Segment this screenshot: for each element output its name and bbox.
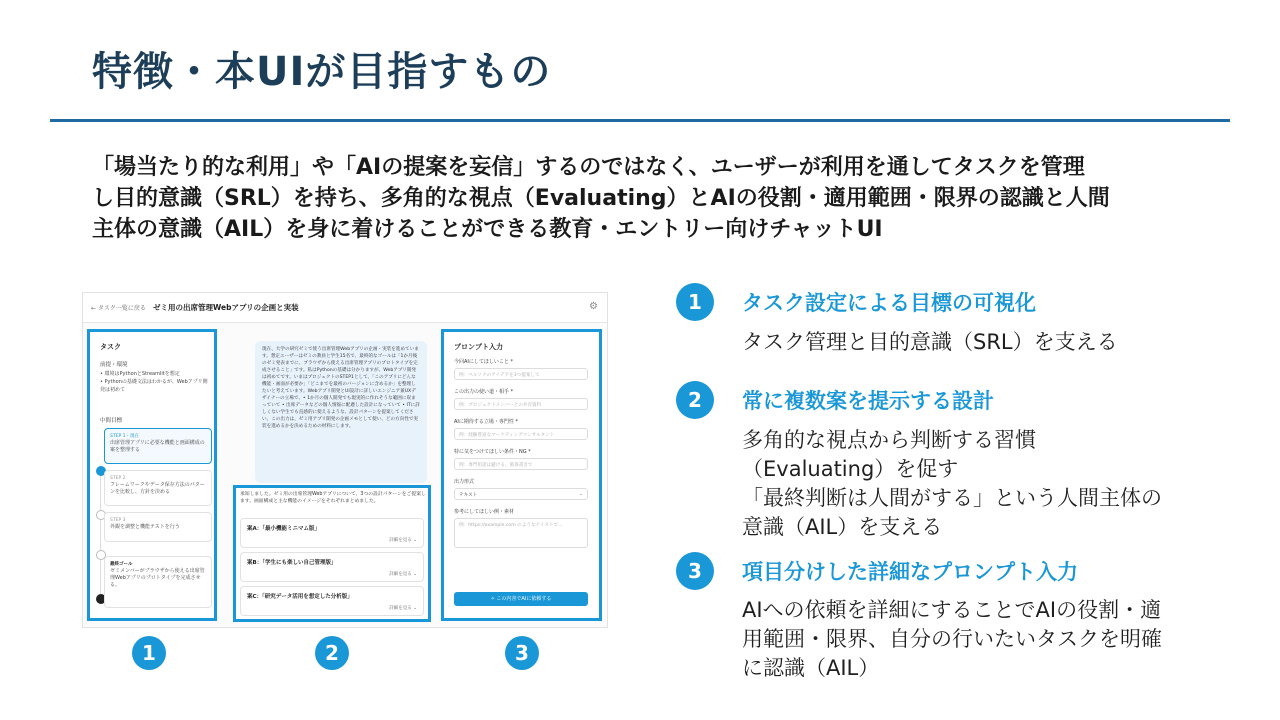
prompt-input-panel xyxy=(441,329,602,621)
prereq-item: • Pythonの基礎文法はわかるが、Webアプリ開発は初めて xyxy=(100,379,208,393)
ui-screenshot xyxy=(82,292,608,628)
feature-desc-2 xyxy=(742,426,1232,542)
constraints-input[interactable]: 例：専門用語は避ける、箇条書きで xyxy=(454,458,588,470)
chevron-down-icon: ⌄ xyxy=(579,492,583,497)
feature-desc-3 xyxy=(742,596,1232,683)
usage-input[interactable]: 例：プロジェクトメンバーとの共有資料 xyxy=(454,398,588,410)
title-divider xyxy=(50,119,1230,122)
step-tag: STEP 3 xyxy=(110,518,126,523)
reference-textarea[interactable]: 例：https://example.com のようなテイストで... xyxy=(454,518,588,548)
plan-title: 案A：「最小機能ミニマム版」 xyxy=(247,526,321,532)
plan-card-c[interactable] xyxy=(240,586,424,616)
step-card-3[interactable] xyxy=(104,512,212,542)
step-text: ゼミメンバーがブラウザから使える出席管理Webアプリのプロトタイプを完成させる。 xyxy=(110,568,205,588)
step-tag: STEP 1・現在 xyxy=(110,434,139,439)
plan-detail-toggle[interactable]: 詳細を見る ⌄ xyxy=(389,572,417,577)
step-card-2[interactable] xyxy=(104,470,212,506)
feature-desc-line: に認識（AIL） xyxy=(742,656,880,680)
lead-line: 主体の意識（AIL）を身に着けることができる教育・エントリー向けチャットUI xyxy=(92,217,883,242)
step-tag: 最終ゴール xyxy=(110,562,133,567)
feature-desc-line: AIへの依頼を詳細にすることでAIの役割・適 xyxy=(742,598,1162,622)
step-tag: STEP 2 xyxy=(110,476,126,481)
ai-reply-panel xyxy=(233,485,431,622)
field-label: この出力の使い道・相手 * xyxy=(454,389,514,395)
feature-desc-line: 意識（AIL）を支える xyxy=(742,515,943,539)
step-card-1[interactable] xyxy=(104,428,212,464)
prereq-item: • 環境はPythonとStreamlitを想定 xyxy=(100,371,180,377)
format-select[interactable] xyxy=(454,488,588,500)
reference-label: 参考にしてほしい例・素材 xyxy=(454,509,515,515)
mid-goal-label: 中間目標 xyxy=(100,418,123,424)
step-text: 外観を調整と機能テストを行う xyxy=(110,524,180,530)
back-to-task-list-link[interactable]: ← タスク一覧に戻る xyxy=(91,305,146,312)
feature-number-1: 1 xyxy=(676,283,714,321)
prereq-label: 前提・環境 xyxy=(100,362,128,368)
task-panel xyxy=(87,329,217,621)
feature-title-3: 項目分けした詳細なプロンプト入力 xyxy=(742,560,1078,584)
feature-title-2: 常に複数案を提示する設計 xyxy=(742,389,994,413)
feature-desc-line: 用範囲・限界、自分の行いたいタスクを明確 xyxy=(742,627,1162,651)
lead-line: 「場当たり的な利用」や「AIの提案を妄信」するのではなく、ユーザーが利用を通してタスクを管理 xyxy=(92,155,1085,180)
feature-desc-line: 多角的な視点から判断する習慣 xyxy=(742,428,1036,452)
plan-detail-toggle[interactable]: 詳細を見る ⌄ xyxy=(389,538,417,543)
prompt-panel-heading: プロンプト入力 xyxy=(454,343,503,351)
panel-marker-3: 3 xyxy=(505,636,539,670)
gear-icon[interactable]: ⚙ xyxy=(589,301,598,312)
plan-detail-toggle[interactable]: 詳細を見る ⌄ xyxy=(389,606,417,611)
role-input[interactable]: 例：経験豊富なマーケティングコンサルタント xyxy=(454,428,588,440)
plan-title: 案C：「研究データ活用を想定した分析版」 xyxy=(247,594,353,600)
submit-to-ai-button[interactable]: ✧ この内容でAIに依頼する xyxy=(454,592,588,606)
feature-desc-line: 「最終判断は人間がする」という人間主体の xyxy=(742,486,1162,510)
plan-card-a[interactable] xyxy=(240,518,424,548)
field-label: AIに期待する立場・専門性 * xyxy=(454,419,518,425)
step-connector xyxy=(100,472,101,602)
ai-reply-intro: 承知しました。ゼミ用の出席管理Webアプリについて、3つの設計パターンをご提案します。画面構成と主な機能のイメージをそれぞれまとめました。 xyxy=(240,492,426,504)
feature-desc-line: （Evaluating）を促す xyxy=(742,457,959,481)
feature-number-3: 3 xyxy=(676,552,714,590)
feature-title-1: タスク設定による目標の可視化 xyxy=(742,291,1036,315)
task-title: ゼミ用の出席管理Webアプリの企画と実装 xyxy=(153,303,299,312)
slide-title: 特徴・本UIが目指すもの xyxy=(92,49,552,95)
task-panel-heading: タスク xyxy=(100,343,121,351)
step-text: 出席管理アプリに必要な機能と画面構成の案を整理する xyxy=(110,440,205,453)
field-label: 今回AIにしてほしいこと * xyxy=(454,359,513,365)
request-input[interactable]: 例：ペルソナのアイデアを3つ提案して xyxy=(454,368,588,380)
feature-desc-line: タスク管理と目的意識（SRL）を支える xyxy=(742,330,1118,354)
lead-text xyxy=(92,152,1192,245)
format-value: テキスト xyxy=(459,493,478,498)
mock-header xyxy=(83,293,607,323)
feature-desc-1 xyxy=(742,328,1232,357)
feature-number-2: 2 xyxy=(676,381,714,419)
field-label: 特に気をつけてほしい条件・NG * xyxy=(454,449,531,455)
format-label: 出力形式 xyxy=(454,479,475,485)
step-text: フレームワークやデータ保存方法のパターンを比較し、方針を決める xyxy=(110,482,205,495)
user-message-bubble: 現在、大学の研究ゼミで使う出席管理Webアプリの企画・実装を進めています。想定ユーザーはゼミの教員と学生15名で、最終的なゴールは「1か月後のゼミ発表までに、ブラウザから使える出席管理アプリのプロトタイプを完成させること」です。私はPythonの基礎は分かりますが、Webアプリ開発は初めてです。いまはプロジェクトのSTEP1として、「このアプリにどんな機能・画面が必要か」「どこまでを最初のバージョンに含めるか」を整理したいと考えています。Webアプリ開発とUI設計に詳しいエンジニア兼UXデザイナーの立場で、• 1か月の個人開発でも現実的に作れそうな範囲に収まっていて • 出席データなどの個人情報に配慮した設計になっていて • ITに詳しくない学生でも直感的に使えるような、設計パターンを提案してください。この出力は、ゼミ用アプリ開発の企画メモとして使い、どの方向性で実装を進めるかを決めるための材料にします。 xyxy=(255,341,427,483)
final-goal-card[interactable] xyxy=(104,556,212,608)
plan-card-b[interactable] xyxy=(240,552,424,582)
plan-title: 案B：「学生にも楽しい自己管理版」 xyxy=(247,560,337,566)
lead-line: し目的意識（SRL）を持ち、多角的な視点（Evaluating）とAIの役割・適用範囲・限界の認識と人間 xyxy=(92,186,1110,211)
panel-marker-2: 2 xyxy=(315,636,349,670)
prereq-list xyxy=(100,370,210,394)
panel-marker-1: 1 xyxy=(132,636,166,670)
